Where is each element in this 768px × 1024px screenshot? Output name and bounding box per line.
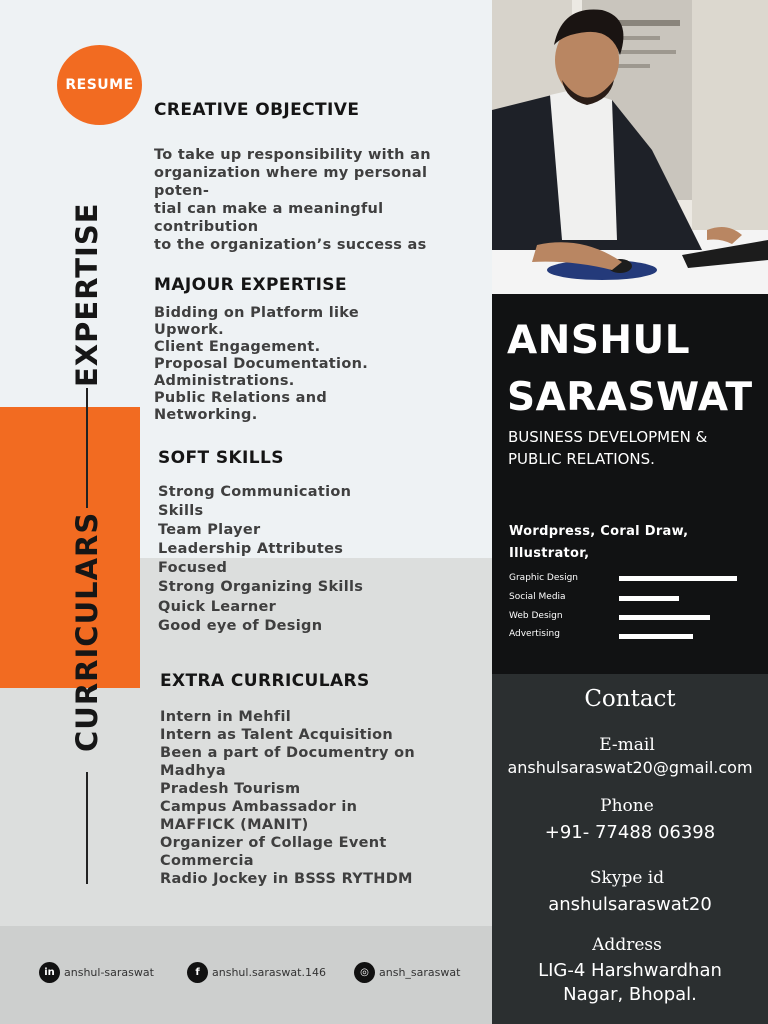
- expertise-item: Public Relations and: [154, 390, 328, 406]
- extra-curricular-item: Been a part of Documentry on: [160, 745, 415, 761]
- extra-curricular-item: Pradesh Tourism: [160, 781, 301, 797]
- extra-curriculars-heading: EXTRA CURRICULARS: [160, 671, 370, 691]
- skill-label: Advertising: [509, 629, 560, 639]
- skill-bar: [619, 576, 737, 581]
- role-line: BUSINESS DEVELOPMEN &: [508, 428, 708, 446]
- skill-bar: [619, 615, 710, 620]
- expertise-heading: MAJOUR EXPERTISE: [154, 275, 347, 295]
- objective-line: organization where my personal: [154, 165, 428, 181]
- phone-value[interactable]: +91- 77488 06398: [544, 822, 716, 843]
- phone-label: Phone: [600, 796, 654, 816]
- extra-curricular-item: Organizer of Collage Event: [160, 835, 387, 851]
- soft-skill-item: Quick Learner: [158, 598, 277, 615]
- objective-line: poten-: [154, 183, 210, 199]
- soft-skills-heading: SOFT SKILLS: [158, 448, 284, 468]
- extra-curricular-item: Madhya: [160, 763, 226, 779]
- social-linkedin[interactable]: [39, 962, 154, 983]
- expertise-item: Client Engagement.: [154, 339, 321, 355]
- linkedin-icon: in: [39, 962, 60, 983]
- tools-line: Wordpress, Coral Draw,: [509, 524, 689, 539]
- social-instagram[interactable]: [354, 962, 460, 983]
- vertical-title-curriculars: CURRICULARS: [70, 511, 104, 752]
- expertise-item: Networking.: [154, 407, 258, 423]
- vertical-title-expertise: EXPERTISE: [70, 202, 104, 387]
- skype-value[interactable]: anshulsaraswat20: [548, 894, 712, 915]
- tools-list: [509, 521, 688, 565]
- soft-skill-item: Focused: [158, 560, 228, 577]
- vertical-divider: [86, 388, 88, 508]
- soft-skill-item: Leadership Attributes: [158, 541, 344, 558]
- soft-skills-list: [158, 483, 363, 636]
- soft-skill-item: Strong Organizing Skills: [158, 579, 364, 596]
- facebook-icon: f: [187, 962, 208, 983]
- linkedin-handle[interactable]: anshul-saraswat: [64, 966, 154, 979]
- skill-bar: [619, 596, 679, 601]
- soft-skill-item: Skills: [158, 503, 204, 520]
- objective-line: tial can make a meaningful: [154, 201, 384, 217]
- expertise-item: Upwork.: [154, 322, 224, 338]
- extra-curriculars-list: [160, 708, 415, 888]
- extra-curricular-item: MAFFICK (MANIT): [160, 817, 309, 833]
- address-label: Address: [592, 935, 662, 955]
- instagram-icon: ◎: [354, 962, 375, 983]
- extra-curricular-item: Intern as Talent Acquisition: [160, 727, 394, 743]
- instagram-handle[interactable]: ansh_saraswat: [379, 966, 461, 979]
- skill-label: Social Media: [509, 592, 566, 602]
- expertise-item: Proposal Documentation.: [154, 356, 369, 372]
- address-line: Nagar, Bhopal.: [563, 984, 697, 1005]
- tools-line: Illustrator,: [509, 546, 590, 561]
- profile-photo: [492, 0, 768, 294]
- soft-skill-item: Strong Communication: [158, 484, 352, 500]
- objective-line: to the organization’s success as: [154, 237, 427, 253]
- extra-curricular-item: Intern in Mehfil: [160, 709, 291, 725]
- objective-text: [154, 146, 431, 254]
- role-line: PUBLIC RELATIONS.: [508, 450, 655, 468]
- expertise-list: [154, 305, 368, 424]
- soft-skill-item: Good eye of Design: [158, 617, 323, 634]
- job-title: [508, 426, 707, 470]
- expertise-item: Administrations.: [154, 373, 295, 389]
- skill-label: Graphic Design: [509, 573, 578, 583]
- name-last: SARASWAT: [507, 375, 753, 420]
- contact-title: Contact: [584, 686, 676, 712]
- objective-line: To take up responsibility with an: [154, 147, 431, 163]
- objective-heading: CREATIVE OBJECTIVE: [154, 100, 360, 120]
- candidate-name: [507, 312, 753, 426]
- extra-curricular-item: Radio Jockey in BSSS RYTHDM: [160, 871, 413, 887]
- address-line: LIG-4 Harshwardhan: [538, 960, 722, 981]
- resume-badge: RESUME: [57, 45, 142, 125]
- email-value[interactable]: anshulsaraswat20@gmail.com: [507, 758, 753, 777]
- soft-skill-item: Team Player: [158, 522, 261, 539]
- social-facebook[interactable]: [187, 962, 326, 983]
- vertical-divider: [86, 772, 88, 884]
- extra-curricular-item: Commercia: [160, 853, 254, 869]
- expertise-item: Bidding on Platform like: [154, 305, 359, 321]
- objective-line: contribution: [154, 219, 259, 235]
- email-label: E-mail: [599, 735, 655, 755]
- skype-label: Skype id: [589, 868, 665, 888]
- extra-curricular-item: Campus Ambassador in: [160, 799, 358, 815]
- facebook-handle[interactable]: anshul.saraswat.146: [212, 966, 326, 979]
- skill-label: Web Design: [509, 611, 563, 621]
- skill-bar: [619, 634, 693, 639]
- name-first: ANSHUL: [507, 318, 691, 363]
